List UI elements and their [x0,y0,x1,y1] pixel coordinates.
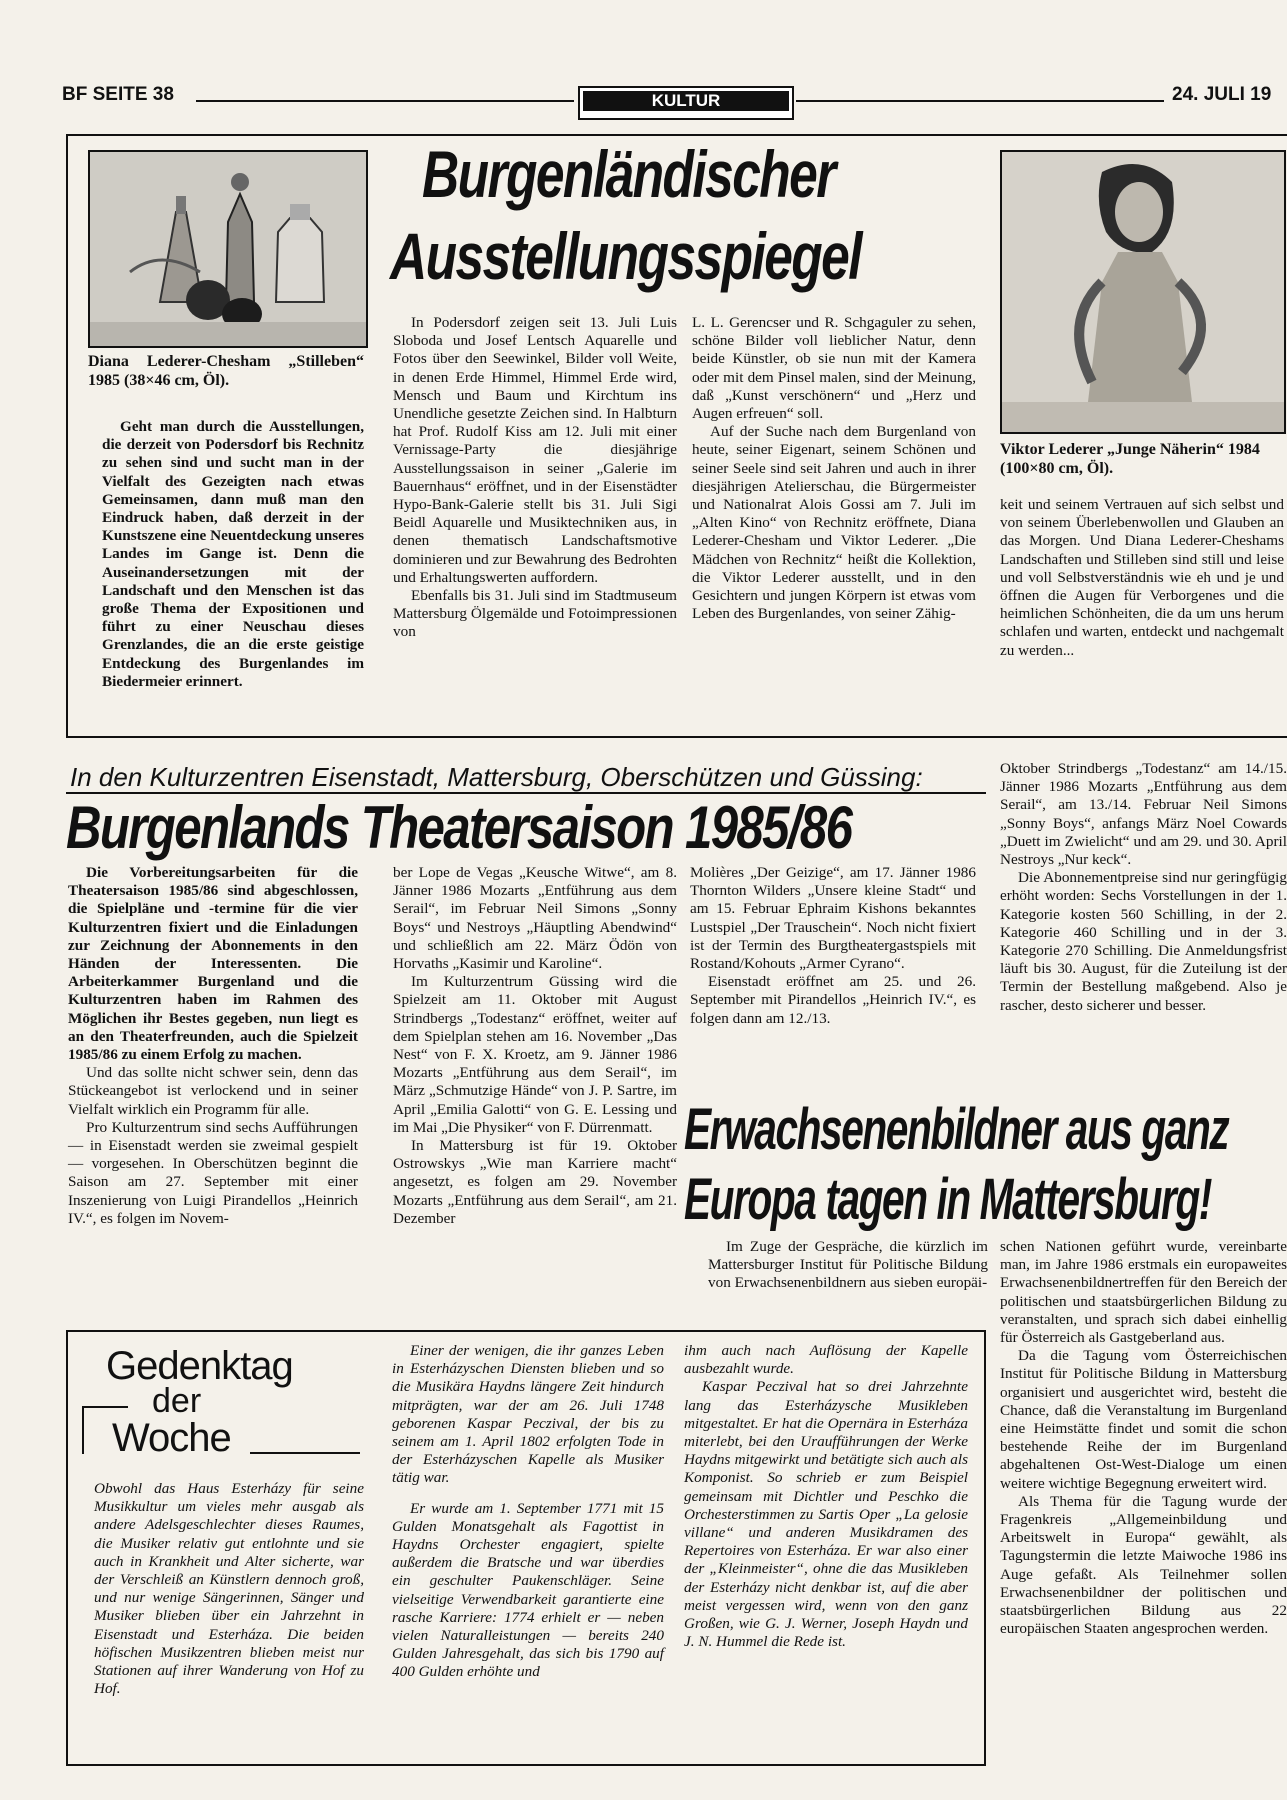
still-life-photo [88,150,368,348]
education-col2: schen Nationen geführt wurde, vereinbarte man, im Jahre 1986 erstmals ein europaweites Erwachsenenbildnertreffen für den Bereich der politischen und staatsbürgerlichen Bildung zu veranstalten, und sprach sich dabei einhellig für Österreich als Gastgeberland aus. Da die Tagung vom Österreichischen Institut für Politische Bildung in Mattersburg organisiert und ausgerichtet wird, besteht die Chance, daß die Veranstaltung im Burgenland eine Heimstätte findet und somit die schon bestehende Reihe der im Burgenland abgehaltenen Ost-West-Dialoge um einen weitere wichtige Begegnung erweitert wird. Als Thema für die Tagung wurde der Fragenkreis „Allgemeinbildung und Arbeitswelt in Europa“ gewählt, als Tagungstermin die letzte Maiwoche 1986 ins Auge gefaßt. Als Teilnehmer sollen Erwachsenenbildner der politischen und staatsbürgerlichen Bildung aus 22 europäischen Staaten angesprochen werden. [1000,1238,1287,1638]
theatre-col2: ber Lope de Vegas „Keusche Witwe“, am 8. Jänner 1986 Mozarts „Entführung aus dem Serail“, im Februar Neil Simons „Sonny Boys“ und Nestroys „Häuptling Abendwind“ und schließlich am 22. März Ödön von Horvaths „Kasimir und Karoline“. Im Kulturzentrum Güssing wird die Spielzeit am 11. Oktober mit August Strindbergs „Todestanz“ eröffnet, weiter auf dem Spielplan stehen am 16. November „Das Nest“ von F. X. Kroetz, am 9. Jänner 1986 Mozarts „Entführung aus dem Serail“, im März „Schmutzige Hände“ von J. P. Sartre, im April „Emilia Galotti“ von G. E. Lessing und im Mai „Die Physiker“ von F. Dürrenmatt. In Mattersburg ist für 19. Oktober Ostrowskys „Wie man Karriere macht“ angesetzt, es folgen am 29. November Mozarts „Entführung aus dem Serail“, am 21. Dezember [393,864,677,1227]
exhibitions-col4: keit und seinem Vertrauen auf sich selbst und von seinem Überlebenwollen und Glauben an das Morgen. Und Diana Lederer-Cheshams Landschaften und Stilleben sind still und leise und voll Selbstverständnis wie eh und je und öffnen die Augen für Verborgenes und die heimlichen Schönheiten, die da um uns herum schlafen und warten, entdeckt und nachgemalt zu werden... [1000,496,1284,659]
issue-date: 24. JULI 19 [1172,84,1272,105]
education-col1: Im Zuge der Gespräche, die kürzlich im Mattersburger Institut für Politische Bildung von Erwachsenenbildnern aus sieben europäi- [708,1238,988,1292]
header-rule-right [796,100,1164,102]
gedenktag-col1: Obwohl das Haus Esterházy für seine Musikkultur um vieles mehr ausgab als andere Adelsgeschlechter dieses Raumes, die Musiker relativ gut entlohnte und sie auch in Krankheit und Alter sicherte, war der Verschleiß an Künstlern dennoch groß, und nur wenige Sängerinnen, Sänger und Musiker blieben über ein Jahrzehnt in Eisenstadt und Esterháza. Die beiden höfischen Musikzentren blieben meist nur Stationen auf ihrer Wanderung von Hof zu Hof. [94,1480,364,1698]
gedenktag-col3: ihm auch nach Auflösung der Kapelle ausbezahlt wurde. Kaspar Peczival hat so drei Jahrzehnte lang das Esterházysche Musikleben mitgestaltet. Er hat die Opernära in Esterháza miterlebt, bei den Uraufführungen der Werke Haydns mitgewirkt und betätigte sich auch als Komponist. So schrieb er zum Beispiel gemeinsam mit Dichtler und Peschko die Orchesterstimmen zu Sartis Oper „La gelosie villane“ und anderen Musikdramen des Repertoires von Esterháza. Er war also einer der „Kleinmeister“, ohne die das Musikleben der Esterházy nicht denkbar ist, auf die aber meist vergessen wird, wenn von den ganz Großen, wie G. J. Werner, Joseph Haydn und J. N. Hummel die Rede ist. [684,1342,968,1651]
headline-exhibitions-line1: Burgenländischer [422,137,835,211]
exhibitions-intro: Geht man durch die Ausstellungen, die derzeit von Podersdorf bis Rechnitz zu sehen sind und sucht man in der Vielfalt des Gezeigten nach etwas Gemeinsamen, dann muß man den Eindruck haben, daß derzeit in der Kunstszene eine Neuentdeckung unseres Landes im Gange ist. Denn die Auseinandersetzungen mit der Landschaft und den Menschen ist das große Thema der Expositionen und führt zu einer Neuschau dieses Grenzlandes, die an die erste geistige Entdeckung des Burgenlandes im Biedermeier erinnert. [102,418,364,690]
headline-education-line1: Erwachsenenbildner aus ganz [684,1097,1229,1162]
exhibitions-col3: L. L. Gerencser und R. Schgaguler zu sehen, schöne Bilder voll lieblicher Natur, denn beide Künstler, ob sie nun mit der Kamera oder mit dem Pinsel malen, sind der Meinung, daß „Kunst verschönern“ und „Herz und Augen erfreuen“ soll. Auf der Suche nach dem Burgenland von heute, seiner Eigenart, seinem Schönen und seiner Seele sind seit Jahren und auch in ihrer diesjährigen Atelierschau, die Bürgermeister und Nationalrat Alois Gossi am 7. Juli im „Alten Kino“ von Rechnitz eröffnete, Diana Lederer-Chesham und Viktor Lederer. „Die Mädchen von Rechnitz“ heißt die Kollektion, die Viktor Lederer ausstellt, und in den Gesichtern und jungen Körpern ist etwas vom Leben des Burgenlandes, von seiner Zähig- [692,314,976,623]
caption-portrait: Viktor Lederer „Junge Näherin“ 1984 (100×80 cm, Öl). [1000,441,1260,477]
theatre-col4: Oktober Strindbergs „Todestanz“ am 14./15. Jänner 1986 Mozarts „Entführung aus dem Serail“, am 13./14. Februar Neil Simons „Sonny Boys“, anfangs März Noel Cowards „Duett im Zwielicht“ und am 29. und 30. April Nestroys „Nur keck“. Die Abonnementpreise sind nur geringfügig erhöht worden: Sechs Vorstellungen in der 1. Kategorie kosten 560 Schilling, in der 2. Kategorie 460 Schilling und in der 3. Kategorie 270 Schilling. Die Anmeldungsfrist läuft bis 30. August, für die Zuteilung ist der Termin der Bestellung maßgebend. Also je rascher, desto sicherer und besser. [1000,760,1287,1014]
theatre-kicker: In den Kulturzentren Eisenstadt, Mattersburg, Oberschützen und Güssing: [70,762,923,792]
headline-exhibitions-line2: Ausstellungsspiegel [390,219,861,293]
caption-still-life: Diana Lederer-Chesham „Stilleben“ 1985 (38×46 cm, Öl). [88,353,364,389]
theatre-col1: Die Vorbereitungsarbeiten für die Theatersaison 1985/86 sind abgeschlossen, die Spielpläne und -termine für die vier Kulturzentren fixiert und die Einladungen zur Zeichnung der Abonnements in den Händen der Interessenten. Die Arbeiterkammer Burgenland und die Kulturzentren haben im Rahmen des Möglichen ihr Bestes gegeben, nun liegt es an den Theaterfreunden, auch die Spielzeit 1985/86 zu einem Erfolg zu machen. Und das sollte nicht schwer sein, denn das Stückeangebot ist verlockend und in seiner Vielfalt wirklich ein Programm für alle. Pro Kulturzentrum sind sechs Aufführungen — in Eisenstadt werden sie zweimal gespielt — vorgesehen. In Oberschützen beginnt die Saison am 27. September mit einer Inszenierung von Luigi Pirandellos „Heinrich IV.“, es folgen im Novem- [68,864,358,1227]
gedenktag-logo: Gedenktag der Woche [82,1344,366,1462]
exhibitions-col2: In Podersdorf zeigen seit 13. Juli Luis Sloboda und Josef Lentsch Aquarelle und Fotos über den Seewinkel, Bilder voll Weite, in denen Erde Himmel, Himmel Erde wird, Mensch und Baum und Kirchtum ins Unendliche gesetzte Zeichen sind. In Halbturn hat Prof. Rudolf Kiss am 12. Juli mit einer Vernissage-Party die diesjährige Ausstellungssaison in seiner „Galerie im Bauernhaus“ eröffnet, und in der Eisenstädter Hypo-Bank-Galerie stellt bis 31. Juli Sigi Beidl Aquarelle und Musiktechniken aus, in denen thematisch Landschaftsmotive dominieren und zur Bewahrung des Bedrohten und Erhaltungswerten auffordern. Ebenfalls bis 31. Juli sind im Stadtmuseum Mattersburg Ölgemälde und Fotoimpressionen von [393,314,677,641]
gedenktag-col2: Einer der wenigen, die ihr ganzes Leben in Esterházyschen Diensten blieben und so die Musikära Haydns längere Zeit hindurch mitprägten, war der am 26. Juli 1748 geborenen Kaspar Peczival, der bis zu seinem am 1. April 1802 erfolgten Tode in der Esterházyschen Kapelle als Musiker tätig war. Er wurde am 1. September 1771 mit 15 Gulden Monatsgehalt als Fagottist in Haydns Orchester engagiert, spielte außerdem die Bratsche und war überdies ein geschulter Paukenschläger. Seine vielseitige Verwendbarkeit garantierte eine rasche Karriere: 1774 erhielt er — neben vielen Naturalleistungen — bereits 240 Gulden Jahresgehalt, das sich bis 1790 auf 400 Gulden erhöhte und [392,1342,664,1681]
page-number: BF SEITE 38 [62,84,174,105]
section-label: KULTUR [578,86,794,120]
portrait-photo [1000,150,1286,434]
header-rule-left [196,100,574,102]
theatre-col3: Molières „Der Geizige“, am 17. Jänner 1986 Thornton Wilders „Unsere kleine Stadt“ und am 15. Februar Ephraim Kishons bekanntes Lustspiel „Der Trauschein“. Noch nicht fixiert ist der Termin des Burgtheatergastspiels mit Rostand/Kohouts „Armer Cyrano“. Eisenstadt eröffnet am 25. und 26. September mit Pirandellos „Heinrich IV.“, es folgen dann am 12./13. [690,864,976,1027]
headline-theatre: Burgenlands Theatersaison 1985/86 [66,794,852,861]
headline-education-line2: Europa tagen in Mattersburg! [684,1167,1211,1232]
